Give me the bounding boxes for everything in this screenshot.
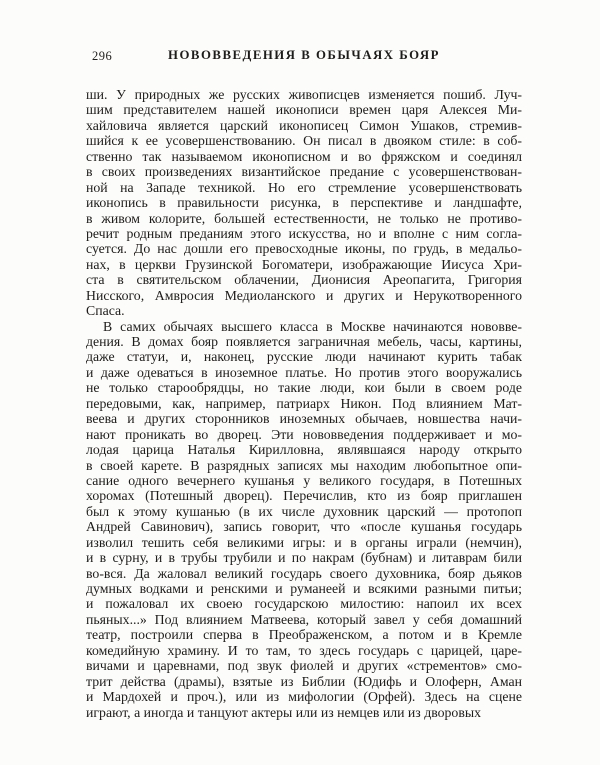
text-line: передовыми, как, например, патриарх Никон. Под влиянием Мат- [86, 395, 522, 411]
text-line: и даже одеваться в иноземное платье. Но против этого вооружались [86, 364, 522, 380]
text-line: думных водками и ренскими и руманеей и всякими разными питьи; [86, 581, 522, 596]
text-line: Андрей Савинович), запись говорит, что «после кушанья государь [86, 519, 522, 535]
text-line: ста в святительском облачении, Дионисия Ареопагита, Григория [86, 272, 522, 288]
text-line: дения. В домах бояр появляется заграничная мебель, часы, картины, [86, 334, 522, 349]
text-line: хоромах (Потешный дворец). Перечислив, кто из бояр приглашен [86, 488, 522, 504]
text-line: и пожаловал их своею государскою милостию: напоил их всех [86, 596, 522, 612]
text-line: и Мардохей и проч.), или из мифологии (Орфей). Здесь на сцене [86, 689, 522, 705]
running-head [86, 48, 522, 64]
text-line: ственно так называемом иконописном и во фряжском и соединял [86, 148, 522, 164]
text-line: трит действа (драмы), взятые из Библии (Юдифь и Олоферн, Аман [86, 673, 522, 689]
text-line: хайловича является царский иконописец Симон Ушаков, стремив- [86, 117, 522, 133]
text-line: нах, в церкви Грузинской Богоматери, изображающие Иисуса Хри- [86, 256, 522, 272]
paragraph [86, 319, 522, 720]
text-line: вичами и царевнами, под звук фиолей и других «стрементов» смо- [86, 658, 522, 674]
text-line: нают проникать во дворец. Эти нововведения поддерживает и мо- [86, 426, 522, 442]
text-line: даже статуи, и, наконец, русские люди начинают курить табак [86, 349, 522, 365]
text-line: в своих произведениях византийское предание с усовершенствован- [86, 164, 522, 180]
text-line: в своей карете. В разрядных записях мы находим любопытное опи- [86, 457, 522, 473]
paragraph [86, 87, 522, 319]
text-line: комедийную храмину. И то там, то здесь государь с царицей, царе- [86, 642, 522, 658]
text-line: во-вся. Да жаловал великий государь своего духовника, бояр дьяков [86, 565, 522, 581]
text-line: играют, а иногда и танцуют актеры или из немцев или из дворовых [86, 704, 482, 720]
text-line: был к этому кушанью (в их числе духовник царский — протопоп [86, 503, 522, 519]
text-column [86, 87, 522, 720]
running-header-title: НОВОВВЕДЕНИЯ В ОБЫЧАЯХ БОЯР [168, 48, 440, 62]
text-line: театр, построили сперва в Преображенском, а потом и в Кремле [86, 627, 522, 643]
page-number: 296 [92, 49, 113, 63]
text-line: иконопись в правильности рисунка, в перспективе и ландшафте, [86, 195, 522, 211]
text-line: пьяных...» Под влиянием Матвеева, который завел у себя домашний [86, 611, 522, 627]
text-line: Спаса. [86, 303, 125, 319]
text-line: веева и других сторонников иноземных обычаев, новшества начи- [86, 411, 522, 427]
text-line: Нисского, Амвросия Медиоланского и других и Нерукотворенного [86, 287, 522, 303]
text-line: шийся к ее усовершенствованию. Он писал в двояком стиле: в соб- [86, 133, 522, 149]
text-line: речит родным преданиям этого искусства, но и вполне с ним согла- [86, 225, 522, 241]
text-line: В самих обычаях высшего класса в Москве начинаются нововве- [103, 318, 522, 334]
text-line: лодая царица Наталья Кирилловна, являвшаяся народу открыто [86, 442, 522, 458]
text-line: изволил тешить себя великими игры: и в органы играли (немчин), [86, 534, 522, 550]
text-line: суется. До нас дошли его превосходные иконы, по грудь, в медальо- [86, 241, 522, 257]
text-line: ши. У природных же русских живописцев изменяется пошиб. Луч- [86, 87, 522, 102]
text-line: и в сурну, и в трубы трубили и по накрам (бубнам) и литаврам били [86, 550, 522, 566]
text-line: в живом колорите, большей естественности, не только не противо- [86, 210, 522, 226]
text-line: не только старообрядцы, но такие люди, кои были в своем роде [86, 380, 522, 396]
text-line: шим представителем нашей иконописи времен царя Алексея Ми- [86, 102, 522, 118]
text-line: сание одного вечернего кушанья у великого государя, в Потешных [86, 472, 522, 488]
text-line: ной на Западе техникой. Но его стремление усовершенствовать [86, 179, 522, 195]
